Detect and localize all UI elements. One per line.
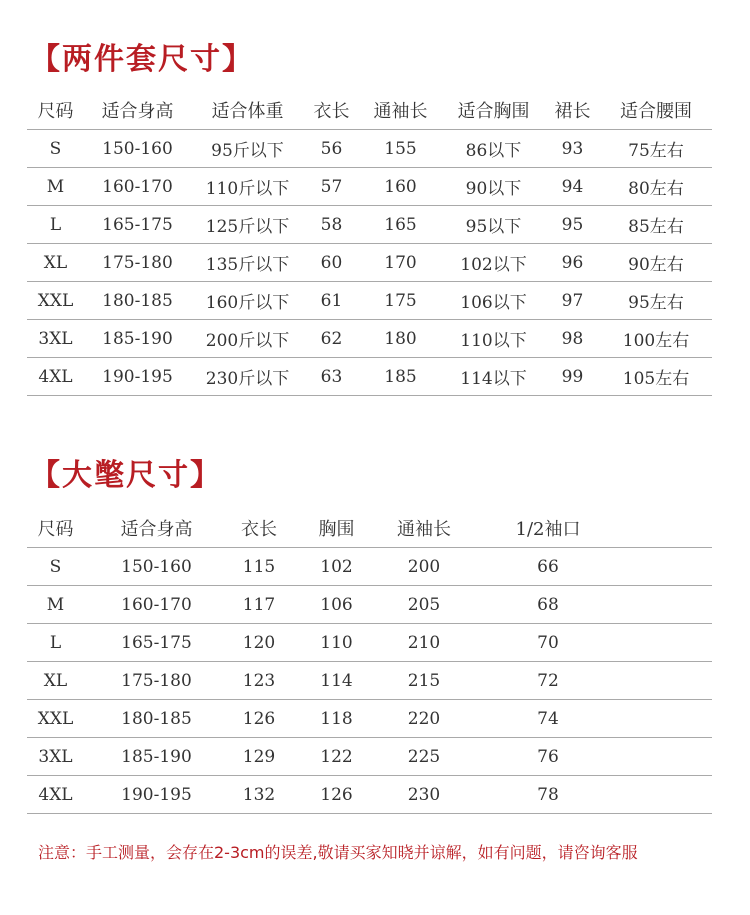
header-sleeve-length: 通袖长 xyxy=(359,90,442,130)
cell-bust: 90以下 xyxy=(442,168,545,206)
header-weight: 适合体重 xyxy=(191,90,304,130)
cell-size: 3XL xyxy=(27,738,84,776)
cell-length: 117 xyxy=(229,586,289,624)
header-empty xyxy=(632,508,712,548)
cell-height: 150-160 xyxy=(84,548,229,586)
cell-size: 4XL xyxy=(27,358,84,396)
cell-half-cuff: 78 xyxy=(464,776,632,814)
cell-empty xyxy=(632,700,712,738)
cell-waist: 80左右 xyxy=(600,168,712,206)
cell-sleeve-length: 205 xyxy=(384,586,464,624)
cell-size: 3XL xyxy=(27,320,84,358)
cell-skirt-length: 94 xyxy=(545,168,600,206)
cell-size: XXL xyxy=(27,282,84,320)
cell-empty xyxy=(632,738,712,776)
cell-height: 180-185 xyxy=(84,700,229,738)
cell-bust: 118 xyxy=(289,700,384,738)
table-row xyxy=(27,358,712,396)
header-skirt-length: 裙长 xyxy=(545,90,600,130)
table-row xyxy=(27,624,712,662)
cell-length: 115 xyxy=(229,548,289,586)
cell-length: 126 xyxy=(229,700,289,738)
table-row xyxy=(27,738,712,776)
cell-sleeve-length: 200 xyxy=(384,548,464,586)
cell-sleeve-length: 175 xyxy=(359,282,442,320)
cell-top-length: 63 xyxy=(304,358,359,396)
cell-waist: 75左右 xyxy=(600,130,712,168)
cell-bust: 106 xyxy=(289,586,384,624)
cell-waist: 85左右 xyxy=(600,206,712,244)
table-row xyxy=(27,548,712,586)
table-header-row xyxy=(27,508,712,548)
cell-weight: 230斤以下 xyxy=(191,358,304,396)
cell-waist: 95左右 xyxy=(600,282,712,320)
header-waist: 适合腰围 xyxy=(600,90,712,130)
cell-skirt-length: 93 xyxy=(545,130,600,168)
cell-sleeve-length: 165 xyxy=(359,206,442,244)
header-size: 尺码 xyxy=(27,508,84,548)
cell-height: 180-185 xyxy=(84,282,191,320)
cell-waist: 90左右 xyxy=(600,244,712,282)
cell-bust: 95以下 xyxy=(442,206,545,244)
cell-waist: 100左右 xyxy=(600,320,712,358)
cell-height: 175-180 xyxy=(84,662,229,700)
cell-skirt-length: 98 xyxy=(545,320,600,358)
header-size: 尺码 xyxy=(27,90,84,130)
cell-bust: 110以下 xyxy=(442,320,545,358)
cell-top-length: 60 xyxy=(304,244,359,282)
cell-bust: 102以下 xyxy=(442,244,545,282)
cell-height: 160-170 xyxy=(84,586,229,624)
table-row xyxy=(27,586,712,624)
cell-size: L xyxy=(27,206,84,244)
cell-half-cuff: 76 xyxy=(464,738,632,776)
cell-height: 175-180 xyxy=(84,244,191,282)
cell-skirt-length: 97 xyxy=(545,282,600,320)
cell-bust: 102 xyxy=(289,548,384,586)
cell-sleeve-length: 220 xyxy=(384,700,464,738)
cell-skirt-length: 99 xyxy=(545,358,600,396)
cell-size: S xyxy=(27,548,84,586)
cell-length: 120 xyxy=(229,624,289,662)
cell-top-length: 56 xyxy=(304,130,359,168)
table-row xyxy=(27,282,712,320)
cell-height: 165-175 xyxy=(84,206,191,244)
table-row xyxy=(27,130,712,168)
cell-bust: 122 xyxy=(289,738,384,776)
cell-length: 129 xyxy=(229,738,289,776)
header-bust: 适合胸围 xyxy=(442,90,545,130)
table-row xyxy=(27,700,712,738)
cell-sleeve-length: 180 xyxy=(359,320,442,358)
cell-sleeve-length: 225 xyxy=(384,738,464,776)
cell-length: 123 xyxy=(229,662,289,700)
cell-sleeve-length: 215 xyxy=(384,662,464,700)
cell-size: L xyxy=(27,624,84,662)
table-row xyxy=(27,662,712,700)
cell-height: 165-175 xyxy=(84,624,229,662)
cell-half-cuff: 74 xyxy=(464,700,632,738)
header-sleeve-length: 通袖长 xyxy=(384,508,464,548)
cell-empty xyxy=(632,548,712,586)
cell-height: 185-190 xyxy=(84,320,191,358)
cell-size: 4XL xyxy=(27,776,84,814)
cell-half-cuff: 66 xyxy=(464,548,632,586)
cell-bust: 110 xyxy=(289,624,384,662)
table-row xyxy=(27,168,712,206)
cell-size: M xyxy=(27,168,84,206)
cell-skirt-length: 95 xyxy=(545,206,600,244)
two-piece-size-title: 【两件套尺寸】 xyxy=(30,42,254,77)
header-height: 适合身高 xyxy=(84,90,191,130)
cell-weight: 110斤以下 xyxy=(191,168,304,206)
header-length: 衣长 xyxy=(229,508,289,548)
header-height: 适合身高 xyxy=(84,508,229,548)
cell-bust: 114 xyxy=(289,662,384,700)
cell-size: XXL xyxy=(27,700,84,738)
cell-size: M xyxy=(27,586,84,624)
cell-sleeve-length: 160 xyxy=(359,168,442,206)
cell-top-length: 62 xyxy=(304,320,359,358)
two-piece-size-table xyxy=(27,90,712,396)
cell-skirt-length: 96 xyxy=(545,244,600,282)
cell-height: 150-160 xyxy=(84,130,191,168)
header-top-length: 衣长 xyxy=(304,90,359,130)
measurement-note: 注意：手工测量，会存在2-3cm的误差,敬请买家知晓并谅解，如有问题，请咨询客服 xyxy=(38,843,638,862)
cell-sleeve-length: 210 xyxy=(384,624,464,662)
cell-weight: 200斤以下 xyxy=(191,320,304,358)
header-half-cuff: 1/2袖口 xyxy=(464,508,632,548)
cell-bust: 86以下 xyxy=(442,130,545,168)
cell-half-cuff: 68 xyxy=(464,586,632,624)
table-row xyxy=(27,244,712,282)
cell-length: 132 xyxy=(229,776,289,814)
cell-height: 185-190 xyxy=(84,738,229,776)
cell-waist: 105左右 xyxy=(600,358,712,396)
table-row xyxy=(27,776,712,814)
cell-empty xyxy=(632,776,712,814)
cell-size: S xyxy=(27,130,84,168)
cell-size: XL xyxy=(27,244,84,282)
cell-weight: 125斤以下 xyxy=(191,206,304,244)
cell-sleeve-length: 230 xyxy=(384,776,464,814)
cloak-size-table xyxy=(27,508,712,814)
cloak-size-title: 【大氅尺寸】 xyxy=(30,458,222,493)
cell-top-length: 58 xyxy=(304,206,359,244)
cell-weight: 160斤以下 xyxy=(191,282,304,320)
header-bust: 胸围 xyxy=(289,508,384,548)
table-row xyxy=(27,206,712,244)
cell-sleeve-length: 155 xyxy=(359,130,442,168)
cell-empty xyxy=(632,586,712,624)
cell-weight: 135斤以下 xyxy=(191,244,304,282)
cell-top-length: 61 xyxy=(304,282,359,320)
cell-size: XL xyxy=(27,662,84,700)
cell-bust: 114以下 xyxy=(442,358,545,396)
cell-bust: 126 xyxy=(289,776,384,814)
cell-bust: 106以下 xyxy=(442,282,545,320)
cell-top-length: 57 xyxy=(304,168,359,206)
cell-height: 190-195 xyxy=(84,358,191,396)
cell-empty xyxy=(632,662,712,700)
table-header-row xyxy=(27,90,712,130)
cell-sleeve-length: 170 xyxy=(359,244,442,282)
cell-half-cuff: 70 xyxy=(464,624,632,662)
cell-half-cuff: 72 xyxy=(464,662,632,700)
cell-sleeve-length: 185 xyxy=(359,358,442,396)
table-row xyxy=(27,320,712,358)
cell-empty xyxy=(632,624,712,662)
cell-height: 190-195 xyxy=(84,776,229,814)
cell-height: 160-170 xyxy=(84,168,191,206)
cell-weight: 95斤以下 xyxy=(191,130,304,168)
